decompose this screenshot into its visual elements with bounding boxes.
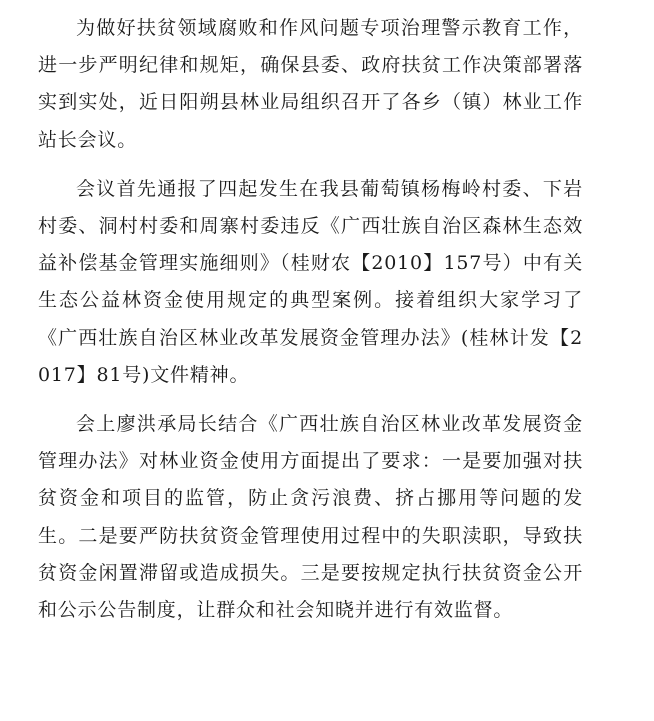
article-body — [38, 10, 583, 629]
paragraph-requirements: 会上廖洪承局长结合《广西壮族自治区林业改革发展资金管理办法》对林业资金使用方面提出了要求：一是要加强对扶贫资金和项目的监管，防止贪污浪费、挤占挪用等问题的发生。二是要严防扶贫资金管理使用过程中的失职渎职，导致扶贫资金闲置滞留或造成损失。三是要按规定执行扶贫资金公开和公示公告制度，让群众和社会知晓并进行有效监督。 — [38, 413, 583, 622]
paragraph-intro: 为做好扶贫领域腐败和作风问题专项治理警示教育工作，进一步严明纪律和规矩，确保县委、政府扶贫工作决策部署落实到实处，近日阳朔县林业局组织召开了各乡（镇）林业工作站长会议。 — [38, 17, 583, 151]
paragraph-cases: 会议首先通报了四起发生在我县葡萄镇杨梅岭村委、下岩村委、洞村村委和周寨村委违反《广西壮族自治区森林生态效益补偿基金管理实施细则》（桂财农【2010】157号）中有关生态公益林资金使用规定的典型案例。接着组织大家学习了《广西壮族自治区林业改革发展资金管理办法》(桂林计发【2017】81号)文件精神。 — [38, 177, 583, 386]
